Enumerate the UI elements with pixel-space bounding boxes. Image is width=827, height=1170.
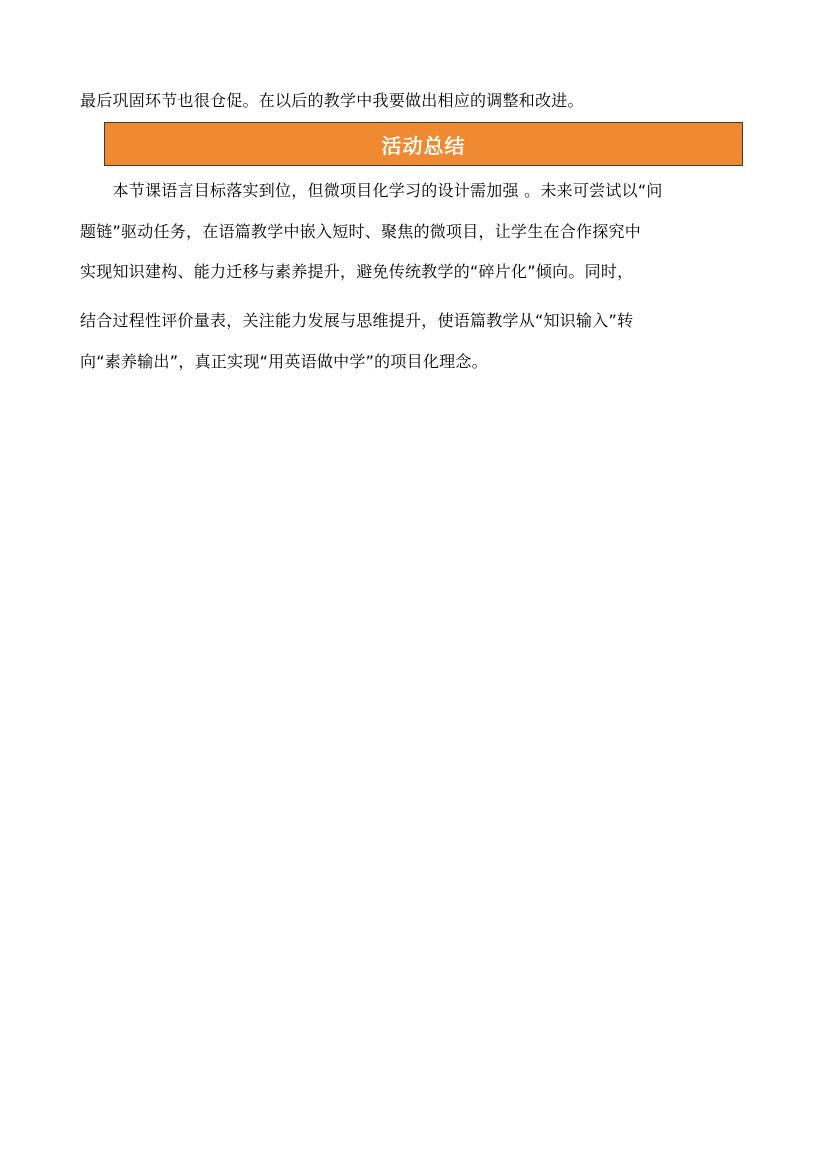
- section-heading: 活动总结: [381, 133, 466, 158]
- summary-line-1: 本节课语言目标落实到位，但微项目化学习的设计需加强 。未来可尝试以“问: [80, 181, 663, 200]
- summary-line-4: 结合过程性评价量表，关注能力发展与思维提升，使语篇教学从“知识输入”转: [80, 311, 634, 330]
- paragraph-line-previous: 最后巩固环节也很仓促。在以后的教学中我要做出相应的调整和改进。: [80, 91, 584, 110]
- summary-line-3: 实现知识建构、能力迁移与素养提升，避免传统教学的“碎片化”倾向。同时，: [80, 262, 634, 281]
- section-heading-box: [104, 122, 743, 166]
- summary-line-5: 向“素养输出”，真正实现“用英语做中学”的项目化理念。: [80, 352, 488, 371]
- summary-line-2: 题链”驱动任务，在语篇教学中嵌入短时、聚焦的微项目，让学生在合作探究中: [80, 222, 642, 241]
